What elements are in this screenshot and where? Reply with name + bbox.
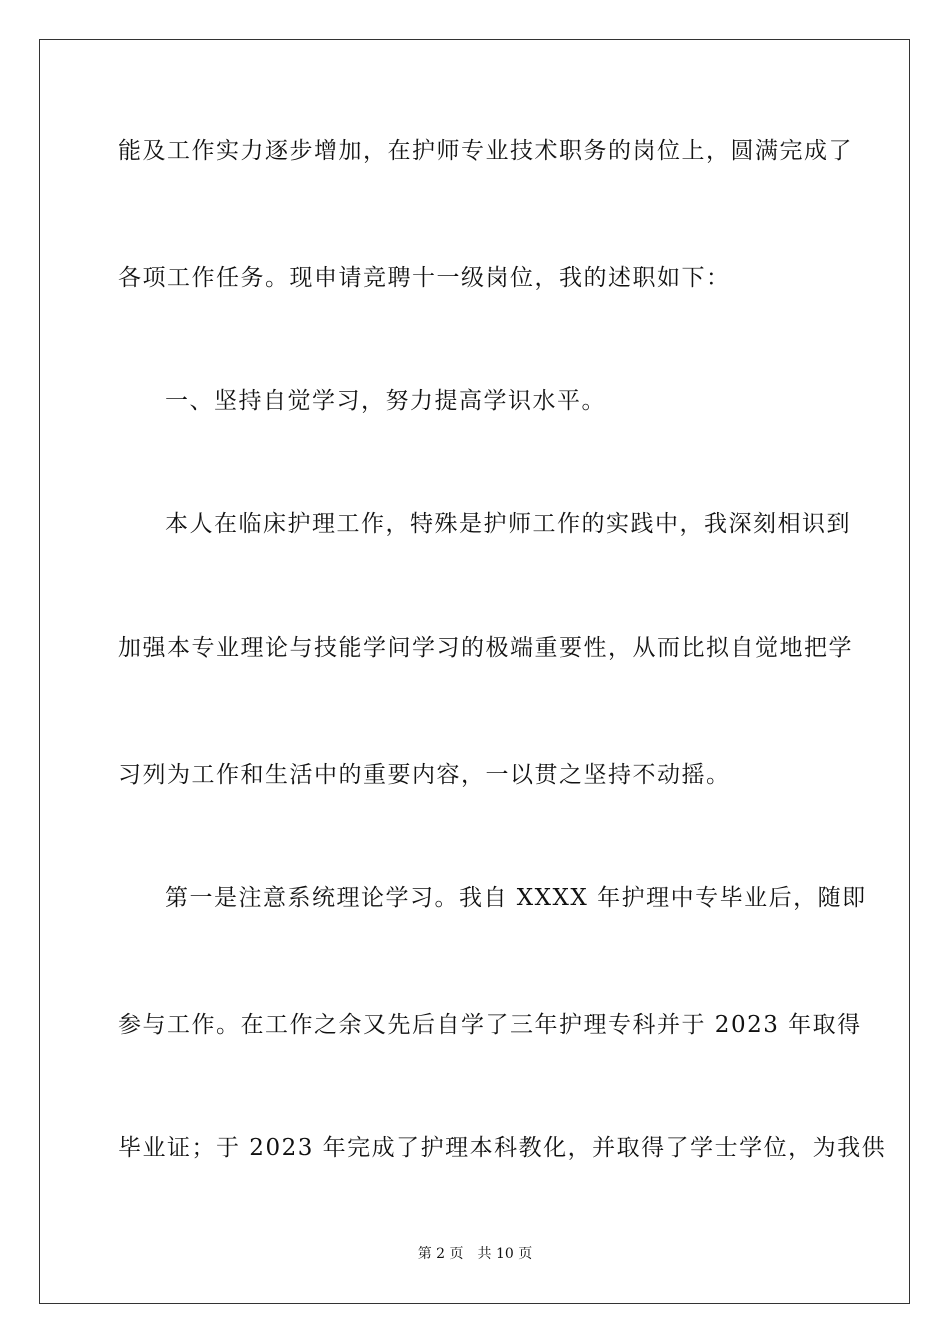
body-line-2: 各项工作任务。现申请竞聘十一级岗位，我的述职如下：: [118, 265, 731, 291]
page-border: [39, 39, 910, 1304]
body-line-8: 毕业证；于 2023 年完成了护理本科教化，并取得了学士学位，为我供: [118, 1135, 887, 1161]
section-heading-1: 一、坚持自觉学习，努力提高学识水平。: [165, 388, 606, 414]
body-line-5: 习列为工作和生活中的重要内容，一以贯之坚持不动摇。: [118, 762, 731, 788]
body-line-7: 参与工作。在工作之余又先后自学了三年护理专科并于 2023 年取得: [118, 1012, 862, 1038]
body-line-4: 加强本专业理论与技能学问学习的极端重要性，从而比拟自觉地把学: [118, 635, 853, 661]
body-line-6: 第一是注意系统理论学习。我自 XXXX 年护理中专毕业后，随即: [165, 885, 867, 911]
body-line-3: 本人在临床护理工作，特殊是护师工作的实践中，我深刻相识到: [165, 511, 851, 537]
page-number: 第 2 页: [417, 1246, 464, 1262]
body-line-1: 能及工作实力逐步增加，在护师专业技术职务的岗位上，圆满完成了: [118, 138, 853, 164]
page-footer: [0, 1244, 950, 1264]
page-total: 共 10 页: [477, 1246, 533, 1262]
